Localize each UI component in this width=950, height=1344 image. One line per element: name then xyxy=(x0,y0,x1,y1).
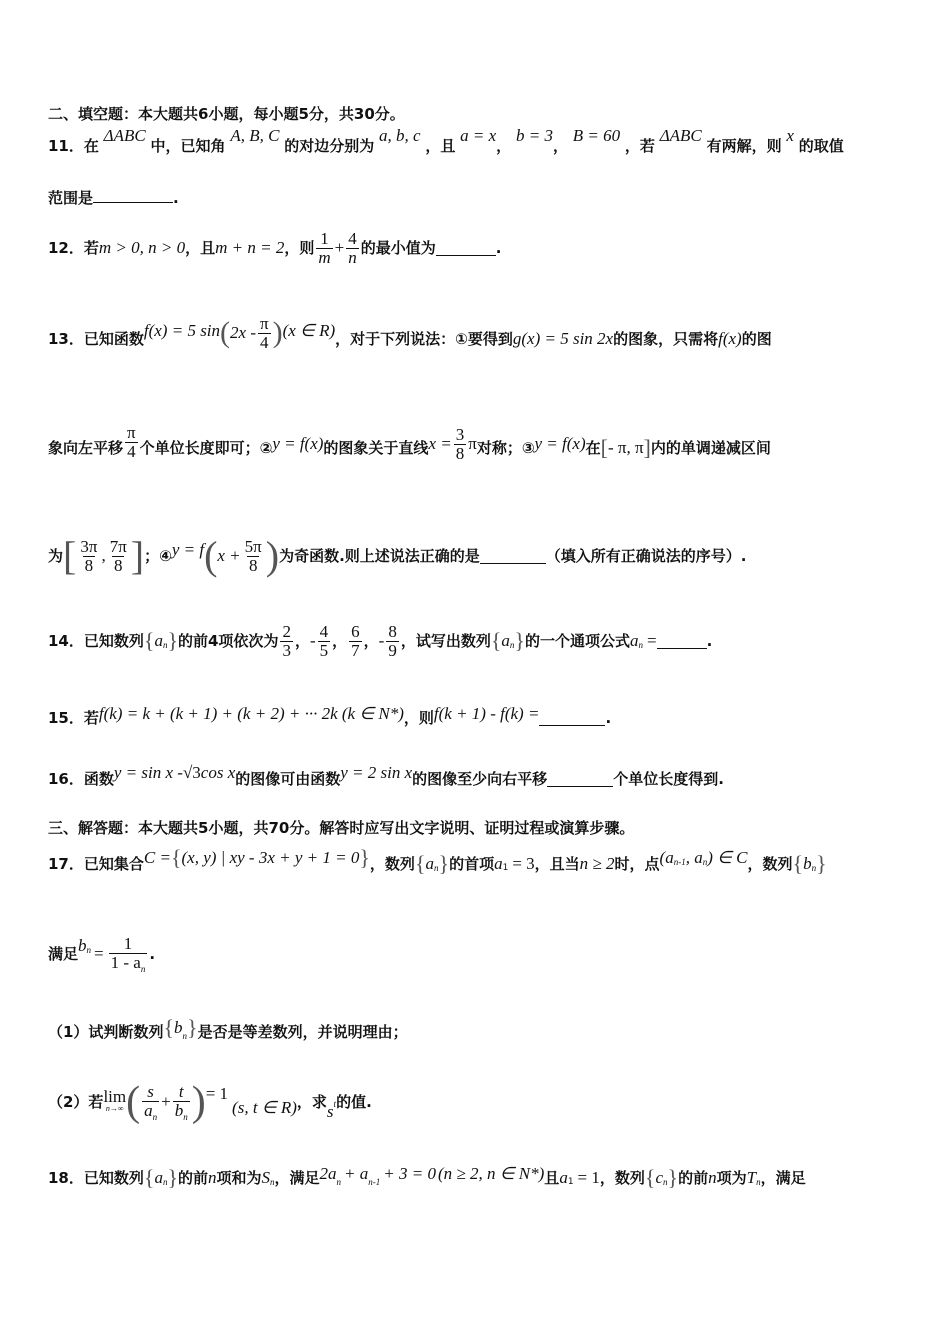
q18-t6: 的前 xyxy=(678,1169,709,1187)
q17-p2a: （2）若 xyxy=(48,1093,104,1111)
q17-an: a xyxy=(425,854,434,873)
q11-t2: 的对边分别为 xyxy=(284,137,375,155)
q17-pt: (a xyxy=(659,848,674,867)
q14-frac-1: $\frac{2}{3}$ xyxy=(282,621,291,660)
q12-num: 12．若 xyxy=(48,239,99,257)
q15-expr: f(k) = k + (k + 1) + (k + 2) + ··· 2k (k ∈ N*) xyxy=(98,704,404,723)
q14-neg: - xyxy=(378,631,385,650)
q18-t8: ，满足 xyxy=(760,1169,806,1187)
q18-an: a xyxy=(154,1168,163,1187)
q13-l3d: （填入所有正确说法的序号）. xyxy=(545,547,747,565)
q14-an: a xyxy=(154,631,163,650)
q11-t6: 的取值 xyxy=(798,137,844,155)
q17-l2: 满足 xyxy=(48,945,79,963)
q12-t1: ，且 xyxy=(185,239,216,257)
q14-frac-4: $\frac{8}{9}$ xyxy=(388,621,397,660)
question-11-line-1: 11．在 ΔABC 中，已知角 A, B, C 的对边分别为 a, b, c ，且 a = x， b = 3， B = 60 ，若 ΔABC 有两解，则 x 的取值 xyxy=(48,126,844,155)
q13-frac-pi4: $\frac{\pi}{4}$ xyxy=(260,313,269,352)
q13-l2b: 个单位长度即可；② xyxy=(139,439,273,457)
question-13-line-3: 为 [ $\frac{3\pi}{8}$ , $\frac{7\pi}{8}$ ] ；④ y = f ( x + $\frac{5\pi}{8}$ ) 为奇函数.则上述说法正确的是 （填入所有正确说法的序号）. xyxy=(48,533,747,578)
q11-sides: a, b, c xyxy=(379,126,421,145)
q13-num: 13．已知函数 xyxy=(48,330,144,348)
q18-t2: 项和为 xyxy=(216,1169,262,1187)
q17-pt2: , a xyxy=(685,848,703,867)
q17-st: s xyxy=(326,1102,334,1121)
q17-lim-sub: n→∞ xyxy=(105,1104,124,1113)
q13-l2a: 象向左平移 xyxy=(48,439,124,457)
q13-xeq: x = xyxy=(428,434,452,453)
q17-beq: = xyxy=(94,944,104,963)
q18-a1: a xyxy=(559,1168,568,1187)
q17-frac-t: $\frac{t}{b_n}$ xyxy=(174,1081,188,1122)
question-14: 14．已知数列 { a n } 的前4项依次为 $\frac{2}{3}$ ， - $\frac{4}{5}$ ， $\frac{6}{7}$ ， - $\frac{8}{9}$ ，试写出数列 { a n } 的一个通项公式 a n = . xyxy=(48,621,713,660)
q14-frac-2: $\frac{4}{5}$ xyxy=(319,621,329,660)
q18-Tn: T xyxy=(746,1168,757,1187)
q17-t3: ，且当 xyxy=(534,855,580,873)
answer-blank[interactable] xyxy=(657,634,707,649)
q17-lim-word: lim xyxy=(103,1087,127,1106)
q12-end: . xyxy=(495,239,502,257)
q13-l3a: 为 xyxy=(48,547,64,565)
answer-blank[interactable] xyxy=(93,188,173,203)
q16-num: 16．函数 xyxy=(48,770,114,788)
q14-sep: ， xyxy=(363,632,379,650)
q11-x: x xyxy=(786,126,794,145)
section-heading-fill-in: 二、填空题：本大题共6小题，每小题5分，共30分。 xyxy=(48,105,405,123)
q13-inner: 2x - xyxy=(230,323,256,342)
q17-td: b xyxy=(174,1100,184,1120)
q11-t4: ，若 xyxy=(624,137,655,155)
q17-t5: ，数列 xyxy=(747,855,793,873)
q18-t1: 的前 xyxy=(178,1169,209,1187)
q13-t3: 的图 xyxy=(741,330,772,348)
q13-frac-shift: $\frac{\pi}{4}$ xyxy=(127,422,136,461)
question-18: 18．已知数列 { a n } 的前 n 项和为 S n ，满足 2a n + a n-1 + 3 = 0 (n ≥ 2, n ∈ N*) 且 a 1 = 1 ，数列 { c n } 的前 n 项为 T n ，满足 xyxy=(48,1164,806,1190)
q18-cond: (n ≥ 2, n ∈ N*) xyxy=(437,1164,545,1183)
question-15 xyxy=(48,700,611,736)
q17-p2b: ，求 xyxy=(296,1093,327,1111)
q13-interval: - π, π xyxy=(607,438,644,457)
q17-p1a: （1）试判断数列 xyxy=(48,1023,164,1041)
q17-bn: b xyxy=(803,854,812,873)
answer-blank[interactable] xyxy=(480,549,546,564)
q18-Sn: S xyxy=(261,1168,271,1187)
question-17-line-1: 17．已知集合 C = { (x, y) | xy - 3x + y + 1 = 0 } ，数列 { a n } 的首项 a 1 = 3 ，且当 n ≥ 2 时，点 (a n-1 , a n ) ∈ C ，数列 { b n } xyxy=(48,845,827,876)
q13-frac-i1: $\frac{3\pi}{8}$ xyxy=(80,536,98,575)
q18-a1v: = 1 xyxy=(577,1168,600,1187)
q13-x4: x + xyxy=(217,546,241,565)
q13-gx: g(x) = 5 sin 2x xyxy=(512,329,614,348)
q14-an: a xyxy=(501,631,510,650)
q17-sd: a xyxy=(144,1100,153,1120)
q13-l3b: ；④ xyxy=(144,547,172,565)
question-13-line-2: 象向左平移 $\frac{\pi}{4}$ 个单位长度即可；② y = f(x) 的图象关于直线 x = $\frac{3}{8}$ π 对称；③ y = f(x) 在 [ - π, π ] 内的单调递减区间 xyxy=(48,422,771,463)
q13-fx2: f(x) xyxy=(718,329,742,348)
q17-t1: ，数列 xyxy=(369,855,415,873)
q13-frac-axis: $\frac{3}{8}$ xyxy=(455,424,465,463)
q17-p2dom: (s, t ∈ R) xyxy=(232,1098,297,1117)
q18-eq: 2a xyxy=(319,1164,337,1183)
q17-p1b: 是否是等差数列，并说明理由； xyxy=(197,1023,408,1041)
q17-num: 17．已知集合 xyxy=(48,855,144,873)
q12-plus: + xyxy=(334,238,345,257)
q13-l2c: 的图象关于直线 xyxy=(323,439,429,457)
q16-y1c: cos x xyxy=(200,763,236,782)
q13-l2e: 在 xyxy=(585,439,601,457)
q18-t7: 项为 xyxy=(716,1169,747,1187)
q11-num: 11．在 xyxy=(48,137,99,155)
q14-t2: ，试写出数列 xyxy=(400,632,491,650)
q17-t4: 时，点 xyxy=(614,855,660,873)
q13-l3c: 为奇函数.则上述说法正确的是 xyxy=(279,547,480,565)
question-17-part-1: （1）试判断数列 { b n } 是否是等差数列，并说明理由； xyxy=(48,1015,408,1041)
question-11-line-2 xyxy=(48,188,179,208)
q13-comma: , xyxy=(101,546,106,565)
question-16 xyxy=(48,762,724,796)
q11-c1: a = x xyxy=(460,126,497,145)
q18-eq2: + a xyxy=(344,1164,369,1183)
q12-eq: m + n = 2 xyxy=(215,238,285,257)
q16-t3: 个单位长度得到. xyxy=(613,770,724,788)
q18-t5: ，数列 xyxy=(599,1169,645,1187)
q17-p2eq: = 1 xyxy=(205,1084,229,1103)
q11-c2: b = 3 xyxy=(515,126,553,145)
q14-sep: ， xyxy=(294,632,310,650)
q18-t3: ，满足 xyxy=(274,1169,320,1187)
q13-frac-i2: $\frac{7\pi}{8}$ xyxy=(109,536,127,575)
section-heading-solution: 三、解答题：本大题共5小题，共70分。解答时应写出文字说明、证明过程或演算步骤。 xyxy=(48,819,635,837)
q16-y1b: √3 xyxy=(182,763,201,782)
q13-fx: f(x) = 5 sin xyxy=(143,321,221,340)
q17-bn-p1: b xyxy=(174,1018,183,1037)
q17-n2: n ≥ 2 xyxy=(579,854,615,873)
q13-y4: y = f xyxy=(171,540,205,559)
q18-n: n xyxy=(208,1168,217,1187)
q12-cond: m > 0, n > 0 xyxy=(98,238,186,257)
q17-frac-s: $\frac{s}{a_n}$ xyxy=(144,1081,158,1122)
q14-eq: = xyxy=(647,631,657,650)
q11-end: . xyxy=(173,189,179,207)
q14-t3: 的一个通项公式 xyxy=(524,632,630,650)
q12-t2: ，则 xyxy=(284,239,315,257)
q18-eq3: + 3 = 0 xyxy=(383,1164,436,1183)
q16-t1: 的图像可由函数 xyxy=(235,770,341,788)
answer-blank[interactable] xyxy=(547,772,613,787)
q13-t1: ，对于下列说法：①要得到 xyxy=(335,330,513,348)
q13-yfx3: y = f(x) xyxy=(534,434,586,453)
q11-t3: ，且 xyxy=(425,137,456,155)
q15-end: . xyxy=(605,709,612,727)
q11-t1: 中，已知角 xyxy=(150,137,226,155)
answer-blank[interactable] xyxy=(539,711,605,726)
q14-num: 14．已知数列 xyxy=(48,632,144,650)
question-17-part-2: （2）若 lim n→∞ ( $\frac{s}{a_n}$ + $\frac{t}{b_n}$ ) = 1 (s, t ∈ R) ，求 s t 的值. xyxy=(48,1079,372,1125)
q17-frac-bn: $\frac{1}{1 - a_n}$ xyxy=(110,933,146,974)
q14-frac-3: $\frac{6}{7}$ xyxy=(351,621,360,660)
q17-a1: a xyxy=(494,854,503,873)
q17-bn2: b xyxy=(78,936,87,955)
q18-cn: c xyxy=(655,1168,664,1187)
q17-set: (x, y) | xy - 3x + y + 1 = 0 xyxy=(181,848,360,867)
q13-l2d: 对称；③ xyxy=(476,439,535,457)
answer-blank[interactable] xyxy=(436,241,496,256)
q11-t5: 有两解，则 xyxy=(706,137,782,155)
question-13-line-1: 13．已知函数 f(x) = 5 sin ( 2x - $\frac{\pi}{4}$ ) (x ∈ R) ，对于下列说法：①要得到 g(x) = 5 sin 2x 的图象，只需将 f(x) 的图 xyxy=(48,313,772,352)
q17-p2c: 的值. xyxy=(336,1093,372,1111)
q12-frac-1: $\frac{1}{m}$ xyxy=(318,228,331,267)
q14-neg: - xyxy=(309,631,316,650)
question-17-line-2: 满足 b n = $\frac{1}{1 - a_n}$ . xyxy=(48,933,156,974)
q15-t1: ，则 xyxy=(403,709,434,727)
q14-t1: 的前4项依次为 xyxy=(178,632,279,650)
q11-angles: A, B, C xyxy=(230,126,280,145)
q16-t2: 的图像至少向右平移 xyxy=(412,770,548,788)
q13-xpi: π xyxy=(468,434,477,453)
q13-domain: (x ∈ R) xyxy=(282,321,336,340)
q11-tri: ΔABC xyxy=(103,126,146,145)
q17-a1v: = 3 xyxy=(512,854,535,873)
q17-dot: . xyxy=(149,945,156,963)
q17-C: C = xyxy=(143,848,171,867)
q18-n-2: n xyxy=(708,1168,717,1187)
q16-y1a: y = sin x - xyxy=(113,763,183,782)
q11-line2: 范围是 xyxy=(48,189,94,207)
q18-t4: 且 xyxy=(544,1169,560,1187)
q17-t2: 的首项 xyxy=(449,855,495,873)
q14-sep: ， xyxy=(332,632,348,650)
question-12 xyxy=(48,228,501,268)
q14-end: . xyxy=(706,632,713,650)
q17-lim xyxy=(103,1087,127,1114)
q15-expr2: f(k + 1) - f(k) = xyxy=(433,704,540,723)
q13-t2: 的图象，只需将 xyxy=(613,330,719,348)
q12-frac-2: $\frac{4}{n}$ xyxy=(348,228,357,267)
q13-l2f: 内的单调递减区间 xyxy=(650,439,771,457)
q11-c3: B = 60 xyxy=(572,126,621,145)
q17-pt3: ) ∈ C xyxy=(707,848,748,867)
q11-tri-2: ΔABC xyxy=(659,126,702,145)
q13-frac-p4: $\frac{5\pi}{8}$ xyxy=(244,536,262,575)
q16-y2: y = 2 sin x xyxy=(340,763,413,782)
q14-an2: a xyxy=(630,631,639,650)
q15-num: 15．若 xyxy=(48,709,99,727)
q13-yfx: y = f(x) xyxy=(272,434,324,453)
q12-t3: 的最小值为 xyxy=(360,239,436,257)
q18-num: 18．已知数列 xyxy=(48,1169,144,1187)
q17-bden: 1 - a xyxy=(110,952,141,972)
